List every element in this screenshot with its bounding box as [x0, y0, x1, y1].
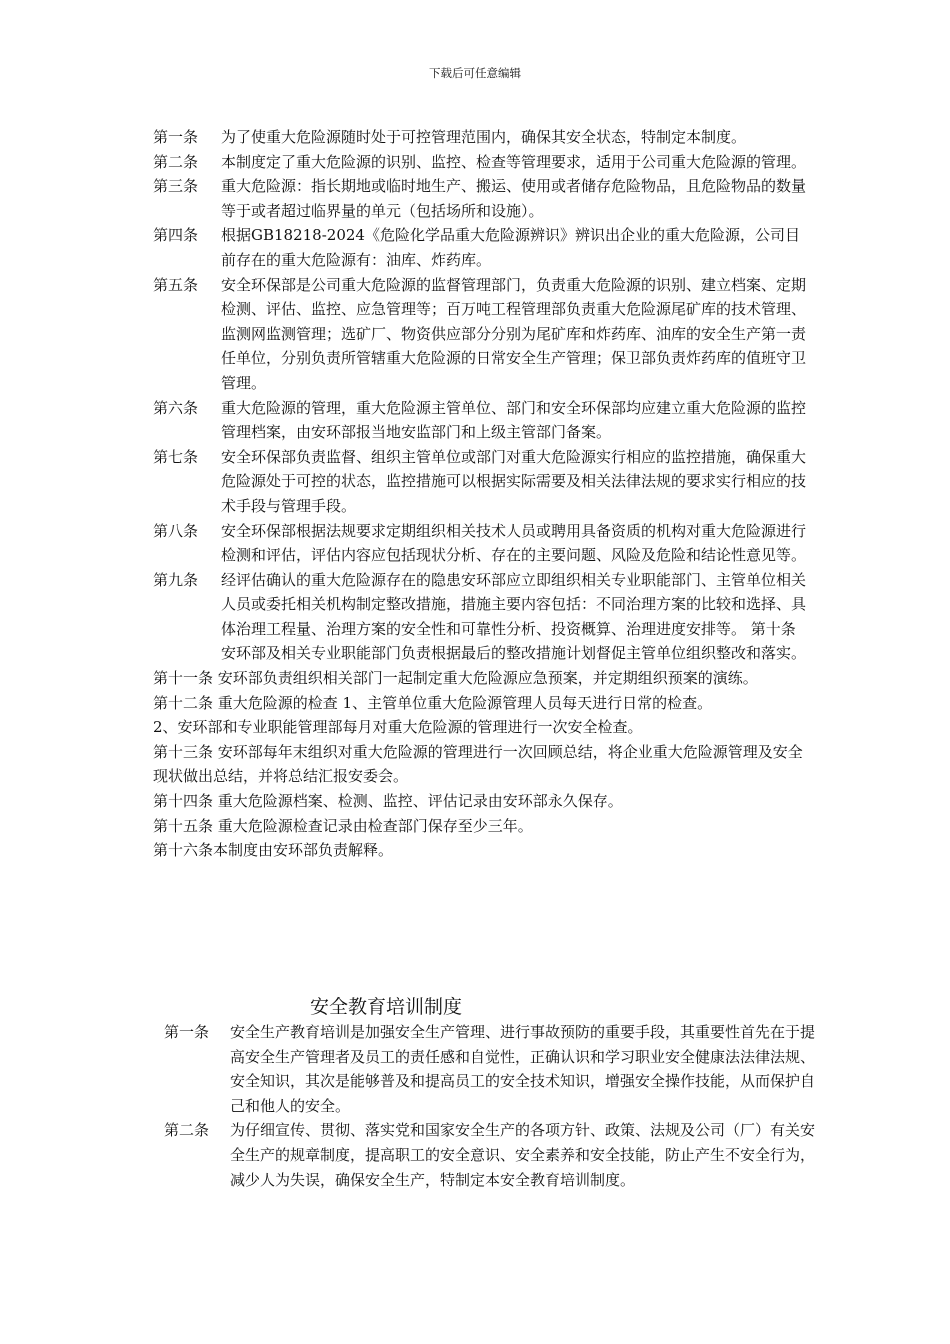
article [153, 223, 813, 272]
article [153, 445, 813, 519]
paragraph: 2、安环部和专业职能管理部每月对重大危险源的管理进行一次安全检查。 [153, 718, 643, 737]
paragraph: 第十五条 重大危险源检查记录由检查部门保存至少三年。 [153, 816, 533, 835]
article [164, 1020, 816, 1118]
article [153, 568, 813, 666]
article-number: 第一条 [164, 1023, 210, 1041]
article [153, 519, 813, 568]
paragraph: 第十四条 重大危险源档案、检测、监控、评估记录由安环部永久保存。 [153, 792, 623, 811]
article-text: 为了使重大危险源随时处于可控管理范围内，确保其安全状态，特制定本制度。 [221, 128, 747, 146]
paragraph: 第十三条 安环部每年末组织对重大危险源的管理进行一次回顾总结，将企业重大危险源管理及安全现状做出总结，并将总结汇报安委会。 [153, 742, 803, 786]
article-number: 第八条 [153, 521, 199, 540]
article-text: 本制度定了重大危险源的识别、监控、检查等管理要求，适用于公司重大危险源的管理。 [221, 152, 807, 171]
article-text: 为仔细宣传、贯彻、落实党和国家安全生产的各项方针、政策、法规及公司（厂）有关安全生产的规章制度，提高职工的安全意识、安全素养和安全技能，防止产生不安全行为，减少人为失误，确保安全生产，特制定本安全教育培训制度。 [230, 1121, 816, 1189]
article-text: 安全环保部根据法规要求定期组织相关技术人员或聘用具备资质的机构对重大危险源进行检测和评估，评估内容应包括现状分析、存在的主要问题、风险及危险和结论性意见等。 [221, 521, 807, 565]
regulation-section [153, 125, 813, 863]
article [164, 1118, 816, 1192]
article [153, 396, 813, 445]
header-note: 下载后可任意编辑 [429, 66, 521, 80]
article-text: 根据GB18218-2024《危险化学品重大危险源辨识》辨识出企业的重大危险源，公司目前存在的重大危险源有：油库、炸药库。 [221, 226, 800, 269]
article-number: 第五条 [153, 275, 199, 294]
article-text: 安全环保部是公司重大危险源的监督管理部门，负责重大危险源的识别、建立档案、定期检测、评估、监控、应急管理等；百万吨工程管理部负责重大危险源尾矿库的技术管理、监测网监测管理；选矿厂、物资供应部分分别为尾矿库和炸药库、油库的安全生产第一责任单位，分别负责所管辖重大危险源的日常安全生产管理；保卫部负责炸药库的值班守卫管理。 [221, 275, 807, 392]
article-text: 重大危险源：指长期地或临时地生产、搬运、使用或者储存危险物品，且危险物品的数量等于或者超过临界量的单元（包括场所和设施）。 [221, 177, 807, 220]
article [153, 174, 813, 223]
article [153, 150, 813, 175]
article-number: 第一条 [153, 128, 199, 146]
article-number: 第四条 [153, 226, 199, 245]
paragraph: 第十六条本制度由安环部负责解释。 [153, 841, 394, 860]
article-text: 安全环保部负责监督、组织主管单位或部门对重大危险源实行相应的监控措施，确保重大危险源处于可控的状态，监控措施可以根据实际需要及相关法律法规的要求实行相应的技术手段与管理手段。 [221, 447, 807, 515]
article-number: 第三条 [153, 177, 199, 196]
article-text: 重大危险源的管理，重大危险源主管单位、部门和安全环保部均应建立重大危险源的监控管理档案，由安环部报当地安监部门和上级主管部门备案。 [221, 398, 807, 442]
article [153, 125, 813, 150]
article-number: 第九条 [153, 570, 199, 589]
article-number: 第二条 [153, 152, 199, 171]
article [153, 273, 813, 396]
article-number: 第二条 [164, 1121, 210, 1140]
article-text: 安全生产教育培训是加强安全生产管理、进行事故预防的重要手段，其重要性首先在于提高安全生产管理者及员工的责任感和自觉性，正确认识和学习职业安全健康法法律法规、安全知识，其次是能够普及和提高员工的安全技术知识，增强安全操作技能，从而保护自己和他人的安全。 [230, 1023, 816, 1115]
paragraph: 第十二条 重大危险源的检查 1、主管单位重大危险源管理人员每天进行日常的检查。 [153, 693, 713, 712]
paragraph: 第十一条 安环部负责组织相关部门一起制定重大危险源应急预案，并定期组织预案的演练。 [153, 669, 758, 688]
training-section [164, 1020, 816, 1192]
article-number: 第七条 [153, 447, 199, 466]
section-title: 安全教育培训制度 [310, 996, 463, 1018]
article-text: 经评估确认的重大危险源存在的隐患安环部应立即组织相关专业职能部门、主管单位相关人员或委托相关机构制定整改措施，措施主要内容包括：不同治理方案的比较和选择、具体治理工程量、治理方案的安全性和可靠性分析、投资概算、治理进度安排等。 第十条 安环部及相关专业职能部门负责根据最后的整改措施计划督促主管单位组织整改和落实。 [221, 570, 807, 663]
article-number: 第六条 [153, 398, 199, 417]
